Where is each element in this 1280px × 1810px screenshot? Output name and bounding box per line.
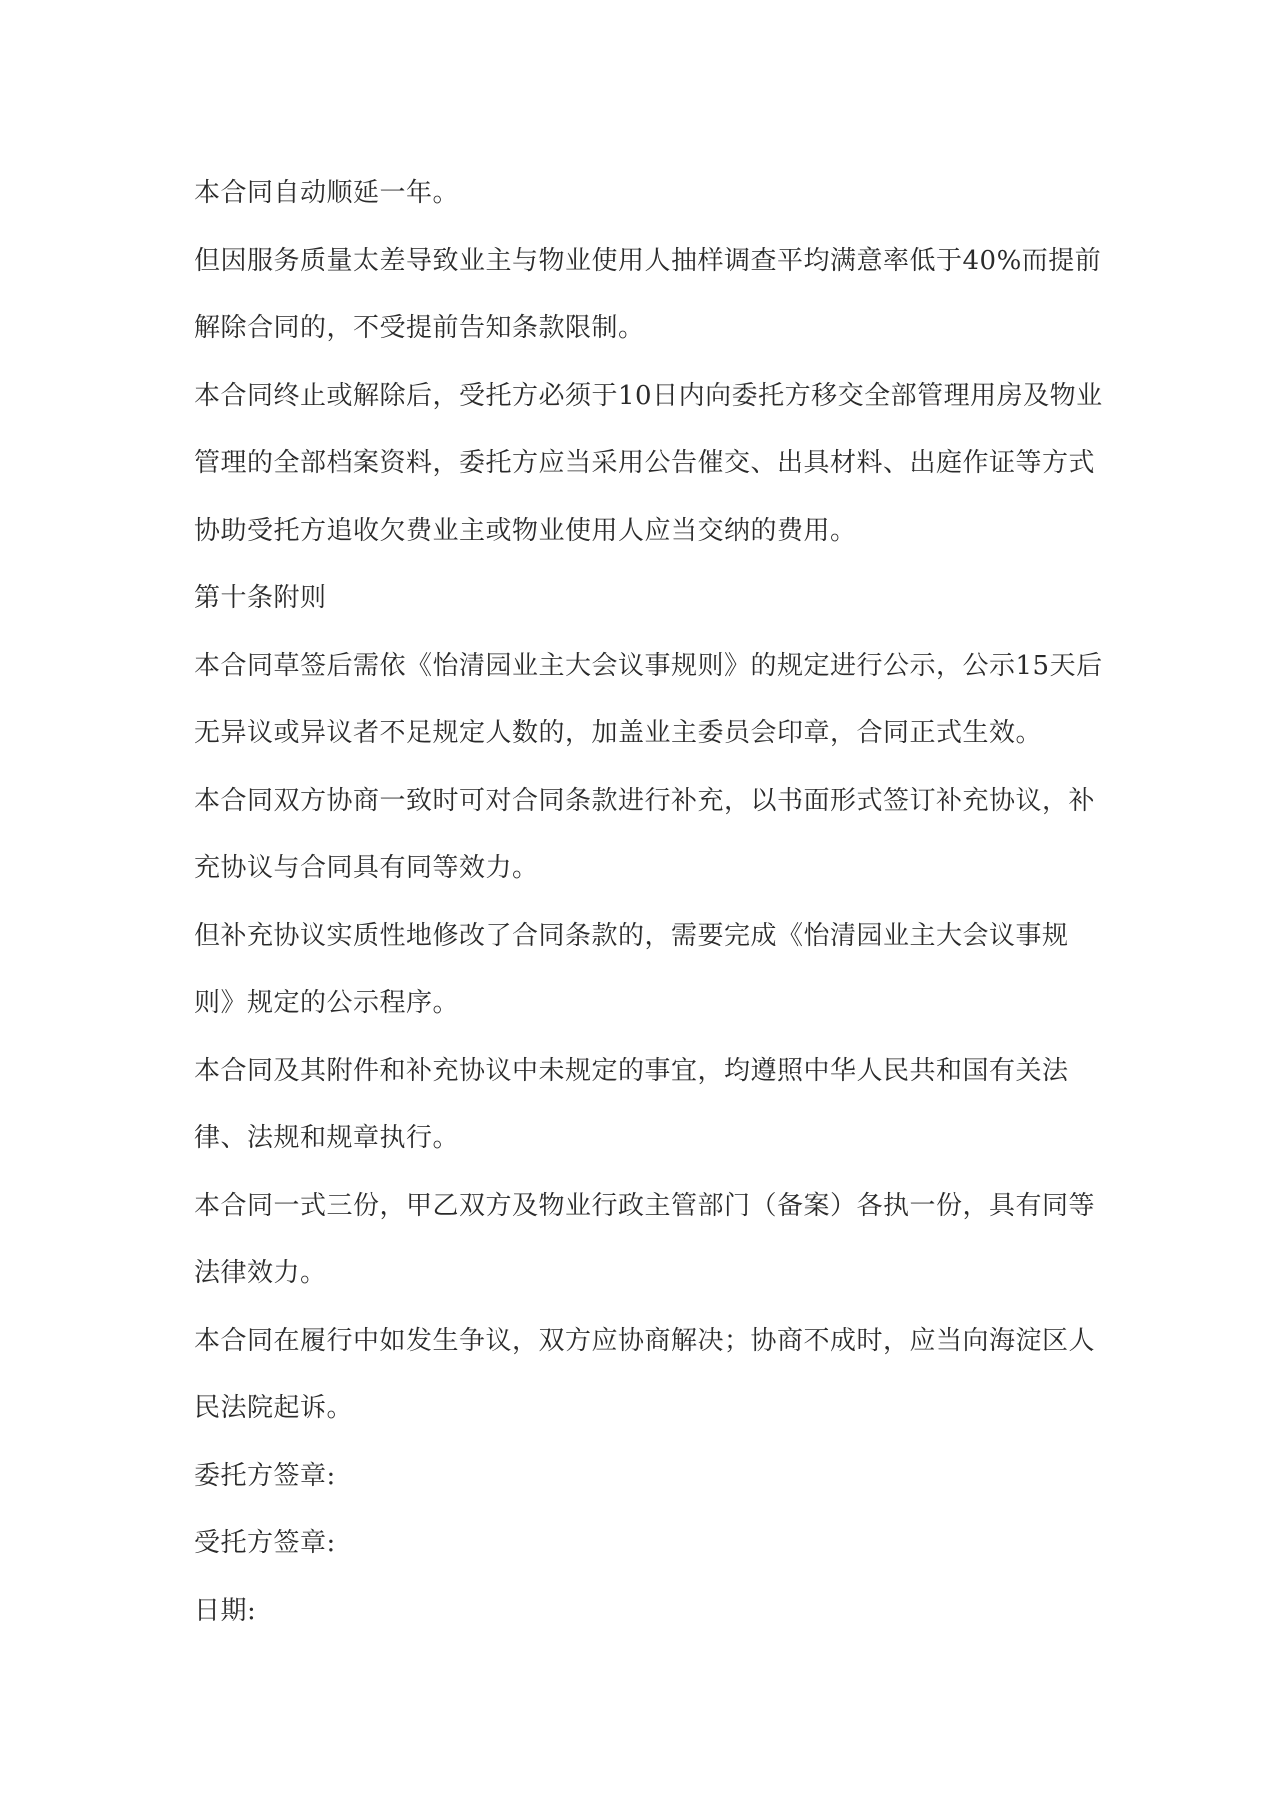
text-line-handover-cont: 管理的全部档案资料，委托方应当采用公告催交、出具材料、出庭作证等方式 xyxy=(194,448,1096,478)
signature-line-client: 委托方签章: xyxy=(194,1460,336,1491)
text-line-copies-cont: 法律效力。 xyxy=(194,1258,327,1288)
text-line-handover: 本合同终止或解除后，受托方必须于10日内向委托方移交全部管理用房及物业 xyxy=(194,380,1103,411)
text-line-early-termination-cont: 解除合同的，不受提前告知条款限制。 xyxy=(194,313,645,343)
text-line-disputes-cont: 民法院起诉。 xyxy=(194,1393,354,1423)
text-line-disputes: 本合同在履行中如发生争议，双方应协商解决；协商不成时，应当向海淀区人 xyxy=(194,1325,1096,1356)
text-line-supplement-cont: 充协议与合同具有同等效力。 xyxy=(194,853,539,883)
text-line-copies: 本合同一式三份，甲乙双方及物业行政主管部门（备案）各执一份，具有同等 xyxy=(194,1190,1096,1221)
text-line-substantive-change: 但补充协议实质性地修改了合同条款的，需要完成《怡清园业主大会议事规 xyxy=(194,920,1069,951)
text-line-unspecified-matters: 本合同及其附件和补充协议中未规定的事宜，均遵照中华人民共和国有关法 xyxy=(194,1055,1069,1086)
text-line-substantive-change-cont: 则》规定的公示程序。 xyxy=(194,988,460,1018)
text-line-supplement: 本合同双方协商一致时可对合同条款进行补充，以书面形式签订补充协议，补 xyxy=(194,785,1096,816)
section-heading-article-10: 第十条附则 xyxy=(194,583,327,613)
date-line: 日期: xyxy=(194,1595,257,1626)
signature-line-contractor: 受托方签章: xyxy=(194,1528,336,1558)
text-line-publicity: 本合同草签后需依《怡清园业主大会议事规则》的规定进行公示，公示15天后 xyxy=(194,650,1103,681)
text-line-publicity-cont: 无异议或异议者不足规定人数的，加盖业主委员会印章，合同正式生效。 xyxy=(194,718,1043,748)
text-line-unspecified-matters-cont: 律、法规和规章执行。 xyxy=(194,1123,460,1153)
document-body xyxy=(194,160,1103,1645)
text-line-early-termination: 但因服务质量太差导致业主与物业使用人抽样调查平均满意率低于40%而提前 xyxy=(194,245,1102,276)
text-line-handover-cont-2: 协助受托方追收欠费业主或物业使用人应当交纳的费用。 xyxy=(194,515,857,546)
text-line-auto-renewal: 本合同自动顺延一年。 xyxy=(194,178,460,208)
